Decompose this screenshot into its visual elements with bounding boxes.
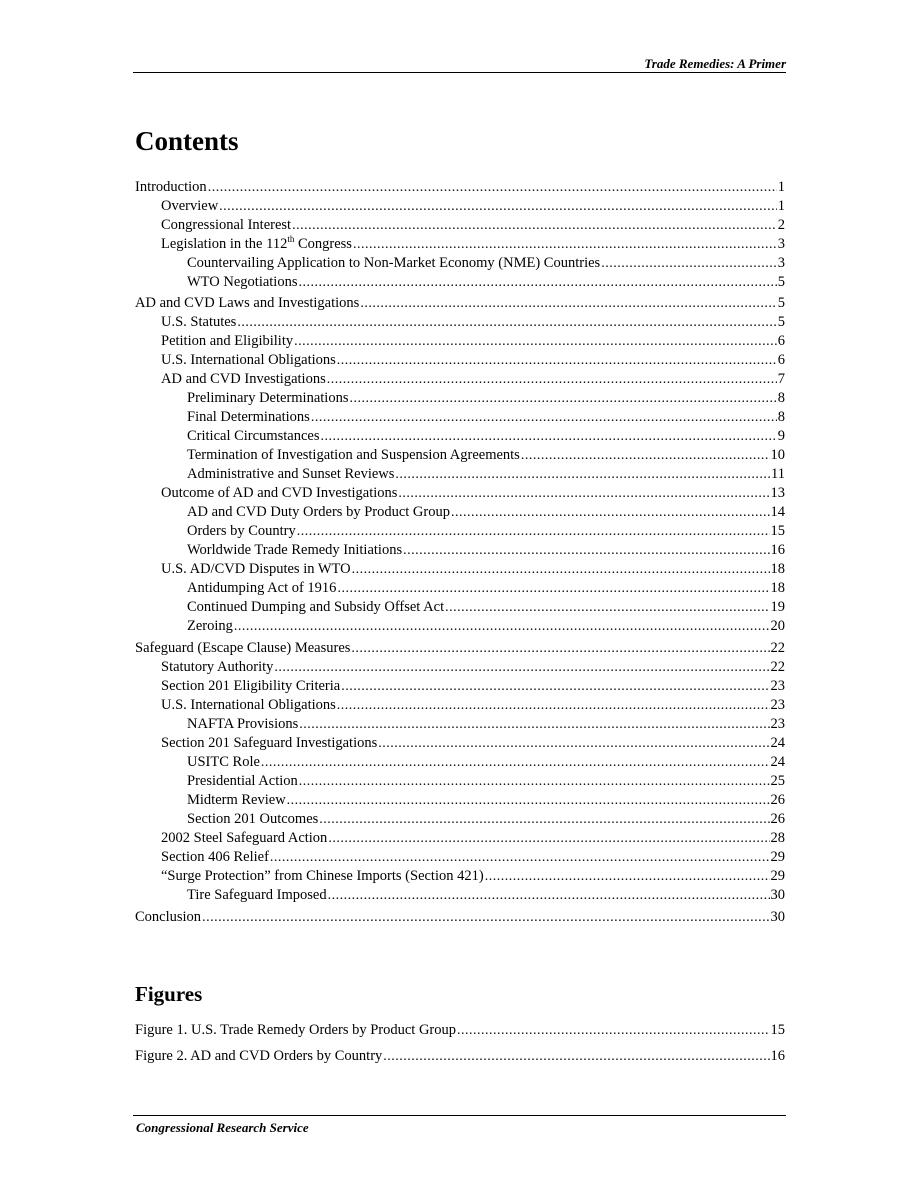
toc-entry-us-international-obligations-2[interactable]: U.S. International Obligations ..... 23 bbox=[135, 696, 785, 715]
toc-entry-cdsoa[interactable]: Continued Dumping and Subsidy Offset Act ..... 19 bbox=[135, 598, 785, 617]
toc-entry-countervailing-nme[interactable]: Countervailing Application to Non-Market Economy (NME) Countries ..... 3 bbox=[135, 254, 785, 273]
header-rule bbox=[133, 72, 786, 73]
table-of-contents bbox=[135, 176, 785, 927]
toc-entry-2002-steel-safeguard[interactable]: 2002 Steel Safeguard Action ..... 28 bbox=[135, 829, 785, 848]
contents-heading: Contents bbox=[135, 126, 239, 156]
toc-entry-wto-disputes[interactable]: U.S. AD/CVD Disputes in WTO ..... 18 bbox=[135, 560, 785, 579]
toc-entry-final-determinations[interactable]: Final Determinations ..... 8 bbox=[135, 408, 785, 427]
toc-entry-usitc-role[interactable]: USITC Role ..... 24 bbox=[135, 753, 785, 772]
toc-entry-section-201-investigations[interactable]: Section 201 Safeguard Investigations ..... 24 bbox=[135, 734, 785, 753]
toc-entry-orders-by-product[interactable]: AD and CVD Duty Orders by Product Group ..... 14 bbox=[135, 503, 785, 522]
running-header: Trade Remedies: A Primer bbox=[644, 56, 786, 71]
toc-entry-section-201-outcomes[interactable]: Section 201 Outcomes ..... 26 bbox=[135, 810, 785, 829]
toc-entry-worldwide-initiations[interactable]: Worldwide Trade Remedy Initiations ..... 16 bbox=[135, 541, 785, 560]
toc-entry-us-statutes[interactable]: U.S. Statutes ..... 5 bbox=[135, 313, 785, 332]
toc-entry-tire-safeguard[interactable]: Tire Safeguard Imposed ..... 30 bbox=[135, 886, 785, 905]
toc-entry-presidential-action[interactable]: Presidential Action ..... 25 bbox=[135, 772, 785, 791]
toc-entry-congressional-interest[interactable]: Congressional Interest ..... 2 bbox=[135, 216, 785, 235]
toc-entry-zeroing[interactable]: Zeroing ..... 20 bbox=[135, 617, 785, 636]
toc-entry-petition-eligibility[interactable]: Petition and Eligibility ..... 6 bbox=[135, 332, 785, 351]
toc-entry-ad-cvd-laws[interactable]: AD and CVD Laws and Investigations ..... 5 bbox=[135, 294, 785, 313]
toc-entry-admin-sunset-reviews[interactable]: Administrative and Sunset Reviews ..... 11 bbox=[135, 465, 785, 484]
toc-entry-surge-protection[interactable]: “Surge Protection” from Chinese Imports (Section 421) ..... 29 bbox=[135, 867, 785, 886]
toc-entry-wto-negotiations[interactable]: WTO Negotiations ..... 5 bbox=[135, 273, 785, 292]
toc-entry-nafta-provisions[interactable]: NAFTA Provisions ..... 23 bbox=[135, 715, 785, 734]
toc-entry-termination-suspension[interactable]: Termination of Investigation and Suspension Agreements ..... 10 bbox=[135, 446, 785, 465]
toc-entry-statutory-authority[interactable]: Statutory Authority ..... 22 bbox=[135, 658, 785, 677]
toc-entry-ad-cvd-investigations[interactable]: AD and CVD Investigations ..... 7 bbox=[135, 370, 785, 389]
toc-entry-orders-by-country[interactable]: Orders by Country ..... 15 bbox=[135, 522, 785, 541]
toc-entry-critical-circumstances[interactable]: Critical Circumstances ..... 9 bbox=[135, 427, 785, 446]
toc-entry-antidumping-act-1916[interactable]: Antidumping Act of 1916 ..... 18 bbox=[135, 579, 785, 598]
toc-entry-introduction[interactable]: Introduction ..... 1 bbox=[135, 178, 785, 197]
toc-entry-conclusion[interactable]: Conclusion ..... 30 bbox=[135, 908, 785, 927]
figure-entry-2[interactable]: Figure 2. AD and CVD Orders by Country ..... 16 bbox=[135, 1047, 785, 1066]
toc-entry-legislation-112th-congress[interactable]: Legislation in the 112th Congress ..... 3 bbox=[135, 235, 785, 254]
toc-entry-midterm-review[interactable]: Midterm Review ..... 26 bbox=[135, 791, 785, 810]
list-of-figures bbox=[135, 1019, 785, 1073]
toc-entry-overview[interactable]: Overview ..... 1 bbox=[135, 197, 785, 216]
figure-entry-1[interactable]: Figure 1. U.S. Trade Remedy Orders by Product Group ..... 15 bbox=[135, 1021, 785, 1040]
figures-heading: Figures bbox=[135, 982, 203, 1006]
toc-entry-outcome-investigations[interactable]: Outcome of AD and CVD Investigations ..... 13 bbox=[135, 484, 785, 503]
footer-source: Congressional Research Service bbox=[136, 1120, 309, 1135]
toc-entry-section-201-eligibility[interactable]: Section 201 Eligibility Criteria ..... 23 bbox=[135, 677, 785, 696]
toc-entry-safeguard-measures[interactable]: Safeguard (Escape Clause) Measures ..... 22 bbox=[135, 639, 785, 658]
footer-rule bbox=[133, 1115, 786, 1116]
toc-entry-us-international-obligations[interactable]: U.S. International Obligations ..... 6 bbox=[135, 351, 785, 370]
toc-entry-preliminary-determinations[interactable]: Preliminary Determinations ..... 8 bbox=[135, 389, 785, 408]
toc-entry-section-406-relief[interactable]: Section 406 Relief ..... 29 bbox=[135, 848, 785, 867]
